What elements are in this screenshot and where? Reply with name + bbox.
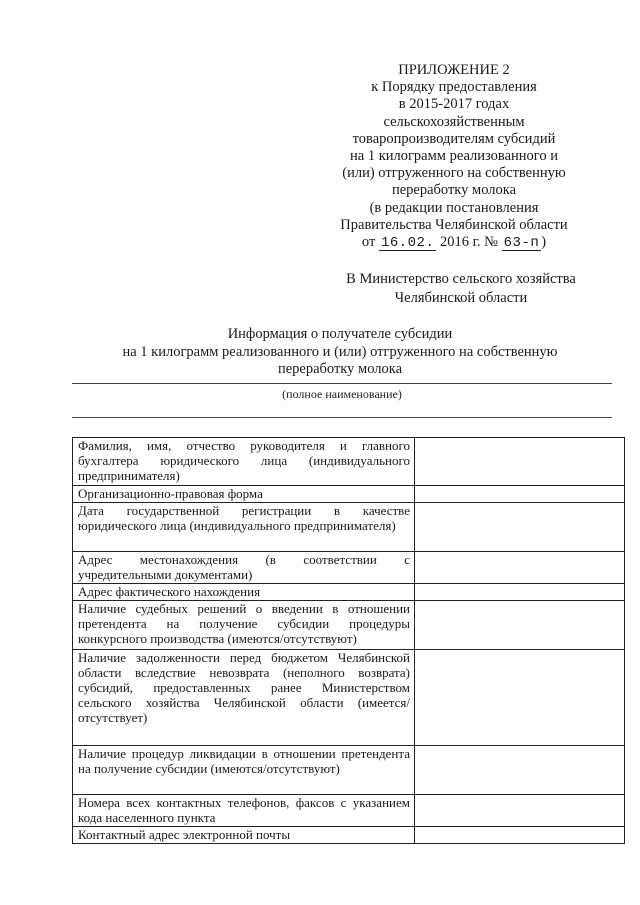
recipient-line-2: Челябинской области — [394, 290, 528, 306]
appendix-line: (или) отгруженного на собственную — [342, 165, 566, 182]
resolution-date-line — [330, 234, 578, 251]
table-row — [73, 746, 625, 795]
date-prefix: от — [361, 234, 376, 251]
info-table — [72, 437, 625, 844]
table-row — [73, 438, 625, 486]
row-value-cell[interactable] — [415, 503, 625, 552]
appendix-line: на 1 килограмм реализованного и — [350, 148, 558, 165]
appendix-header — [330, 62, 578, 251]
row-label: Организационно-правовая форма — [73, 486, 415, 503]
row-value-cell[interactable] — [415, 584, 625, 601]
row-label: Контактный адрес электронной почты — [73, 827, 415, 844]
date-field — [379, 235, 436, 251]
table-row — [73, 552, 625, 584]
row-label: Адрес фактического нахождения — [73, 584, 415, 601]
name-fill-line — [72, 383, 612, 384]
row-value-cell[interactable] — [415, 827, 625, 844]
row-value-cell[interactable] — [415, 601, 625, 650]
row-label: Дата государственной регистрации в качестве юридического лица (индивидуального предпринимателя) — [73, 503, 415, 552]
row-label: Номера всех контактных телефонов, факсов с указанием кода населенного пункта — [73, 795, 415, 827]
year-text: 2016 г. № — [439, 234, 499, 251]
appendix-line: сельскохозяйственным — [383, 113, 525, 130]
appendix-title: ПРИЛОЖЕНИЕ 2 — [398, 62, 510, 78]
row-label: Адрес местонахождения (в соответствии с учредительными документами) — [73, 552, 415, 584]
table-row — [73, 650, 625, 746]
appendix-line: переработку молока — [391, 182, 517, 199]
date-value: 16.02. — [380, 235, 435, 252]
appendix-line: к Порядку предоставления — [371, 79, 537, 96]
close-paren: ) — [541, 234, 547, 251]
row-label: Наличие задолженности перед бюджетом Челябинской области вследствие невозврата (неполного возврата) субсидий, предоставленных ранее Министерством сельского хозяйства Челябинской области (имеется/отсутствует) — [73, 650, 415, 746]
name-caption: (полное наименование) — [282, 387, 402, 401]
title-line-2: на 1 килограмм реализованного и (или) отгруженного на собственную — [122, 343, 558, 360]
table-row — [73, 827, 625, 844]
row-label: Наличие судебных решений о введении в отношении претендента на получение субсидии процедуры конкурсного производства (имеются/отсутствуют) — [73, 601, 415, 650]
table-row — [73, 795, 625, 827]
table-row — [73, 503, 625, 552]
document-title — [70, 326, 610, 379]
resolution-number: 63-п — [503, 235, 540, 252]
table-row — [73, 486, 625, 503]
name-fill-line-2 — [72, 417, 612, 418]
appendix-line: товаропроизводителям субсидий — [352, 130, 556, 147]
table-row — [73, 601, 625, 650]
row-value-cell[interactable] — [415, 552, 625, 584]
row-value-cell[interactable] — [415, 795, 625, 827]
row-label: Наличие процедур ликвидации в отношении претендента на получение субсидии (имеются/отсутствуют) — [73, 746, 415, 795]
table-row — [73, 584, 625, 601]
row-value-cell[interactable] — [415, 650, 625, 746]
appendix-line: (в редакции постановления — [369, 199, 539, 216]
recipient-block — [318, 270, 604, 308]
appendix-line: в 2015-2017 годах — [398, 96, 510, 113]
row-value-cell[interactable] — [415, 746, 625, 795]
title-line-3: переработку молока — [277, 361, 403, 377]
title-line-1: Информация о получателе субсидии — [227, 326, 453, 342]
row-label: Фамилия, имя, отчество руководителя и главного бухгалтера юридического лица (индивидуального предпринимателя) — [73, 438, 415, 486]
appendix-line: Правительства Челябинской области — [340, 216, 568, 233]
recipient-line-1: В Министерство сельского хозяйства — [346, 271, 576, 287]
number-field — [502, 235, 542, 251]
row-value-cell[interactable] — [415, 486, 625, 503]
row-value-cell[interactable] — [415, 438, 625, 486]
